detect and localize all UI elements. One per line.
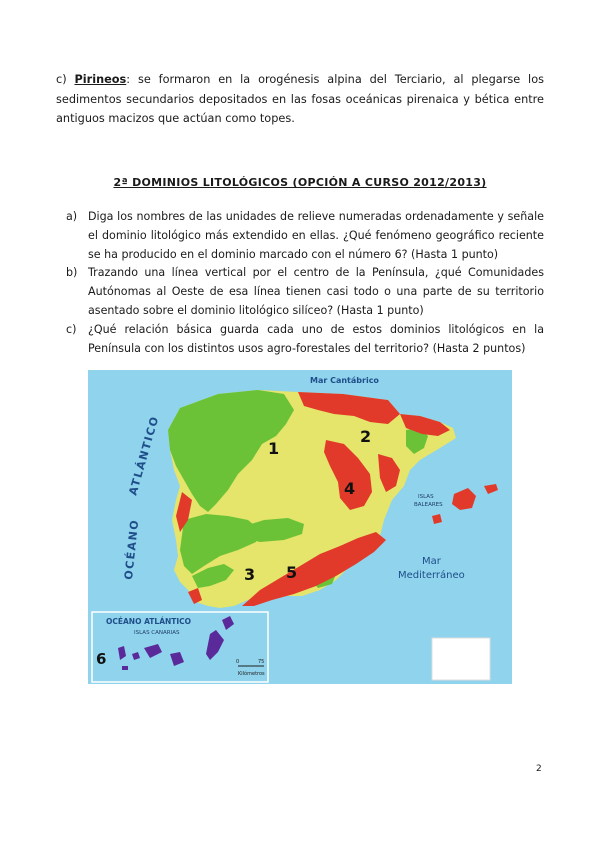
- relief-number-6: 6: [96, 650, 107, 668]
- question-label: c): [66, 322, 77, 336]
- question-text: Diga los nombres de las unidades de relieve numeradas ordenadamente y señale el dominio litológico más extendido en ellas. ¿Qué fenómeno geográfico reciente se ha producido en el dominio marcado con el número 6? (Hasta 1 punto): [88, 210, 544, 261]
- question-text: ¿Qué relación básica guarda cada uno de estos dominios litológicos en la Península con los distintos usos agro-forestales del territorio? (Hasta 2 puntos): [88, 322, 544, 355]
- question-list: [66, 208, 544, 358]
- blank-legend-box: [432, 638, 490, 680]
- question-a: [66, 208, 544, 264]
- relief-number-3: 3: [244, 565, 256, 584]
- question-text: Trazando una línea vertical por el centro de la Península, ¿qué Comunidades Autónomas al Oeste de esa línea tienen casi todo o una parte de su territorio asentado sobre el dominio litológico silíceo? (Hasta 1 punto): [88, 266, 544, 317]
- relief-number-5: 5: [286, 563, 298, 582]
- inset-title: OCÉANO ATLÁNTICO: [106, 617, 192, 626]
- scale-max: 75: [258, 659, 265, 665]
- question-label: a): [66, 210, 78, 223]
- question-c: [66, 321, 544, 359]
- section-c-paragraph: [56, 70, 544, 129]
- lithology-map: [88, 370, 512, 684]
- question-label: b): [66, 266, 78, 280]
- relief-number-1: 1: [268, 439, 280, 458]
- section-c-label: c): [56, 73, 67, 86]
- mediterraneo-label: Mediterráneo: [398, 570, 465, 581]
- el-hierro: [122, 666, 128, 670]
- mar-label: Mar: [422, 556, 441, 567]
- islas-baleares-label-2: BALEARES: [414, 502, 443, 508]
- relief-number-4: 4: [344, 479, 356, 498]
- atlantico-vertical-label: ATLÁNTICO: [126, 414, 162, 497]
- question-b: [66, 264, 544, 320]
- scale-zero: 0: [236, 659, 240, 665]
- pirineos-term: Pirineos: [74, 73, 127, 86]
- exercise-heading: 2ª DOMINIOS LITOLÓGICOS (OPCIÓN A CURSO 2012/2013): [113, 176, 487, 189]
- relief-number-2: 2: [360, 427, 372, 446]
- scale-unit: Kilómetros: [238, 671, 265, 677]
- islas-baleares-label-1: ISLAS: [418, 494, 434, 500]
- section-c-text: : se formaron en la orogénesis alpina del Terciario, al plegarse los sedimentos secundarios depositados en las fosas oceánicas pirenaica y bética entre antiguos macizos que actúan como topes.: [56, 73, 544, 125]
- page-number: 2: [536, 764, 542, 774]
- oceano-vertical-label: OCÉANO: [122, 518, 142, 581]
- islas-canarias-label: ISLAS CANARIAS: [134, 630, 180, 636]
- sea-cantabrico-label: Mar Cantábrico: [310, 376, 379, 385]
